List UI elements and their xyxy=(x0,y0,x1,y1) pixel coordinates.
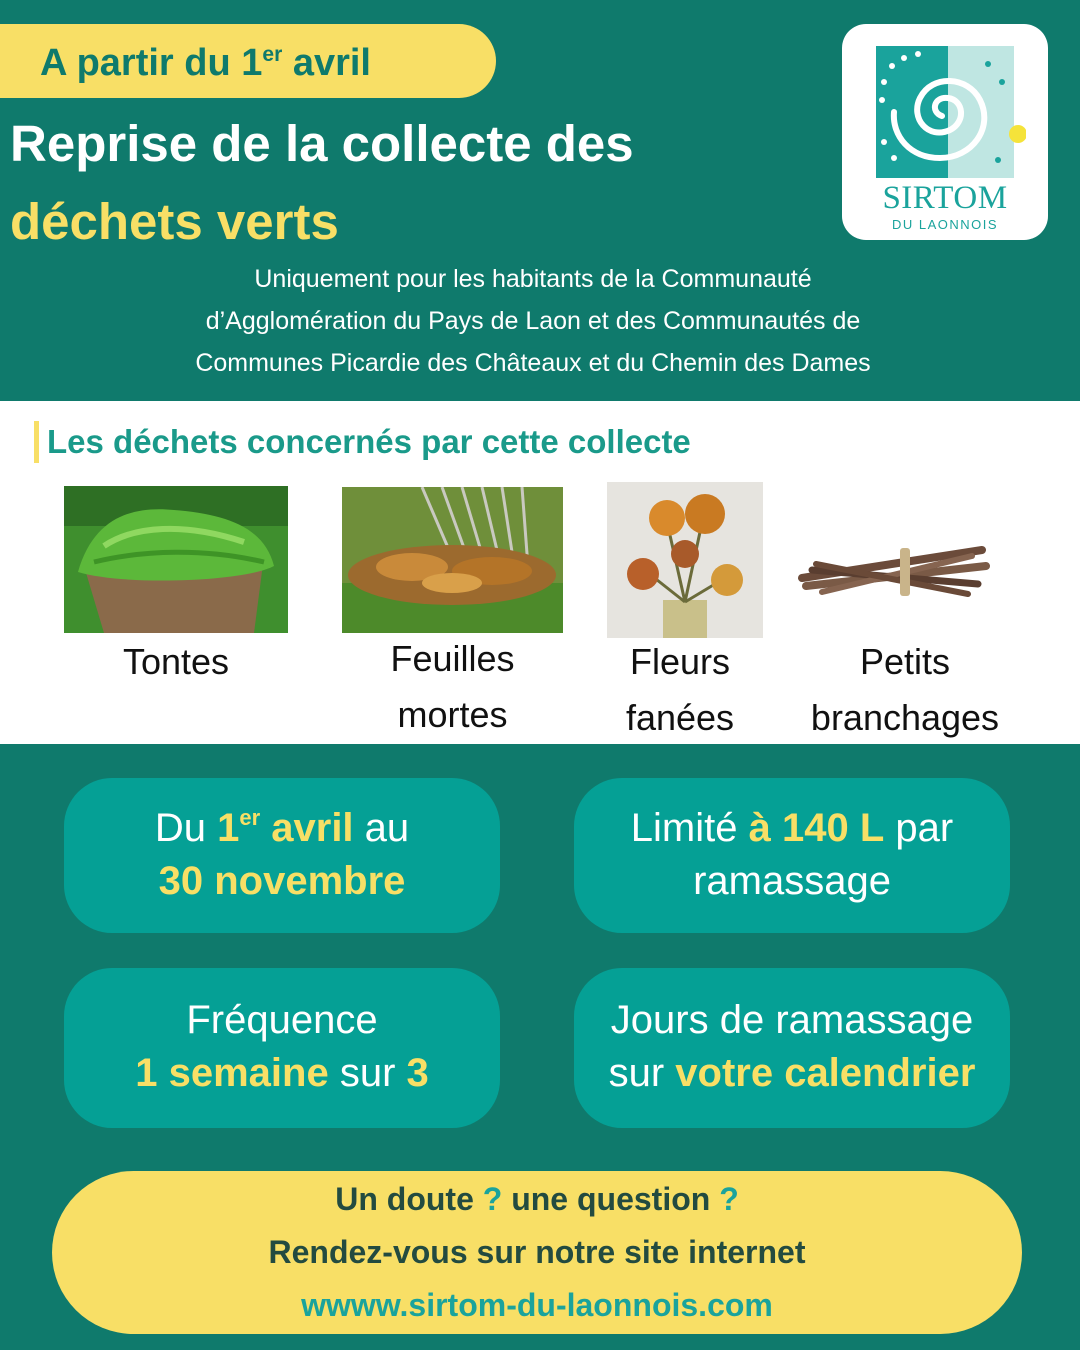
eligibility-note xyxy=(110,258,956,384)
title-line-1: Reprise de la collecte des xyxy=(10,115,634,172)
waste-label-line: Petits xyxy=(859,641,951,682)
contact-banner xyxy=(52,1171,1022,1334)
header-section xyxy=(0,0,1080,400)
date-superscript: er xyxy=(262,43,283,66)
volume-limit-box xyxy=(574,778,1010,933)
waste-label-branchages xyxy=(792,634,1018,746)
period-start-day: 1 xyxy=(217,806,240,850)
days-calendar: votre calendrier xyxy=(675,1051,976,1095)
frequency-value xyxy=(64,1047,500,1100)
contact-invite: Rendez-vous sur notre site internet xyxy=(268,1234,806,1270)
waste-label-line: branchages xyxy=(810,697,1000,738)
waste-label-line: fanées xyxy=(625,697,735,738)
logo-subname: DU LAONNOIS xyxy=(891,217,999,232)
eligibility-line-1: Uniquement pour les habitants de la Communauté xyxy=(254,265,812,293)
logo-name: SIRTOM xyxy=(882,180,1008,216)
title-line-2: déchets verts xyxy=(10,193,339,250)
waste-label-feuilles xyxy=(342,631,563,743)
eligibility-line-3: Communes Picardie des Châteaux et du Chemin des Dames xyxy=(195,349,871,377)
grass-clippings-image xyxy=(64,486,288,633)
days-line-2 xyxy=(574,1047,1010,1100)
limit-suffix: par xyxy=(884,806,954,850)
period-prefix: Du xyxy=(154,806,218,850)
frequency-connector: sur xyxy=(328,1051,407,1095)
days-line-1: Jours de ramassage xyxy=(610,998,974,1042)
days-prefix: sur xyxy=(608,1051,676,1095)
limit-volume: à 140 L xyxy=(748,806,885,850)
wilted-flowers-icon xyxy=(607,482,763,638)
frequency-cycle: 3 xyxy=(406,1051,429,1095)
contact-part-2: une question xyxy=(502,1181,720,1217)
question-mark-1: ? xyxy=(482,1181,503,1217)
period-connector: au xyxy=(353,806,410,850)
dead-leaves-image xyxy=(342,487,563,633)
waste-label-tontes xyxy=(64,634,288,690)
waste-label-line: Tontes xyxy=(122,641,230,682)
waste-label-fleurs xyxy=(600,634,760,746)
frequency-label: Fréquence xyxy=(186,998,378,1042)
period-start-month: avril xyxy=(260,806,354,850)
waste-label-line: mortes xyxy=(397,694,508,735)
wilted-flowers-image xyxy=(607,482,763,638)
limit-line-2: ramassage xyxy=(693,859,891,903)
limit-line-1 xyxy=(574,802,1010,855)
waste-label-line: Fleurs xyxy=(629,641,731,682)
waste-types-section xyxy=(0,401,1080,744)
pickup-days-box xyxy=(574,968,1010,1128)
collection-period-box xyxy=(64,778,500,933)
eligibility-line-2: d’Agglomération du Pays de Laon et des Communautés de xyxy=(205,307,861,335)
contact-question xyxy=(52,1181,1022,1218)
dead-leaves-icon xyxy=(342,487,563,633)
date-prefix: A partir du 1 xyxy=(40,42,263,84)
question-mark-2: ? xyxy=(719,1181,739,1217)
date-suffix: avril xyxy=(282,42,371,84)
website-link[interactable]: wwww.sirtom-du-laonnois.com xyxy=(301,1287,773,1323)
sirtom-logo xyxy=(842,24,1048,240)
period-end: 30 novembre xyxy=(158,859,406,903)
limit-prefix: Limité xyxy=(630,806,749,850)
period-start-sup: er xyxy=(239,805,261,830)
grass-clippings-icon xyxy=(64,486,288,633)
waste-types-heading: Les déchets concernés par cette collecte xyxy=(34,421,691,463)
start-date-banner xyxy=(0,24,496,98)
small-branches-image xyxy=(792,526,992,616)
contact-part-1: Un doute xyxy=(335,1181,483,1217)
waste-label-line: Feuilles xyxy=(390,638,515,679)
spiral-logo-icon xyxy=(864,42,1026,182)
small-branches-icon xyxy=(792,526,992,616)
frequency-box xyxy=(64,968,500,1128)
period-line-1 xyxy=(64,802,500,855)
frequency-weeks: 1 semaine xyxy=(135,1051,329,1095)
